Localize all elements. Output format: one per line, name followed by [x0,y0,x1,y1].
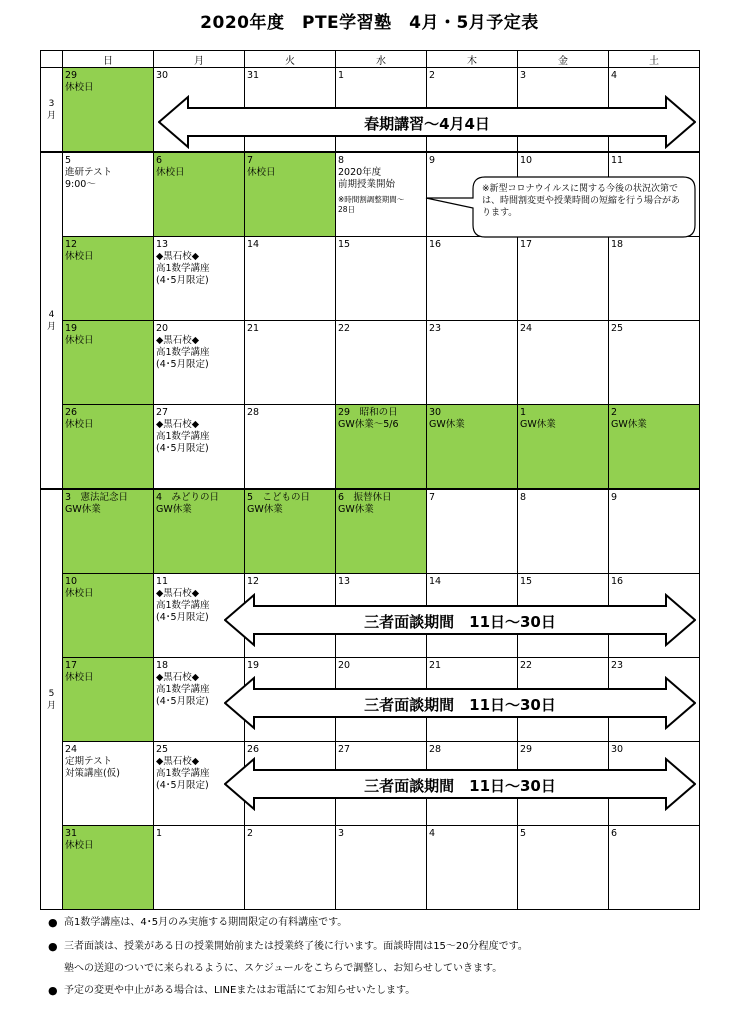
day-event-text: 定期テスト [65,756,113,767]
day-event-text: 高1数学講座 [156,768,210,779]
day-cell [154,405,245,490]
day-cell [336,405,427,490]
day-cell [518,405,609,490]
day-number: 2 [611,407,618,418]
day-cell [609,489,700,574]
note-item [48,985,728,997]
day-event-text: 休校日 [156,167,185,178]
day-event-text: (4･5月限定) [156,780,209,791]
bullet-icon: ● [48,940,58,953]
day-event-text: (4･5月限定) [156,359,209,370]
day-number: 1 [156,828,163,839]
day-cell [63,152,154,237]
day-number: 14 [429,576,442,587]
day-cell [245,489,336,574]
day-number: 8 [520,492,527,503]
day-cell [63,658,154,742]
day-event-text: ◆黒石校◆ [156,756,200,767]
day-cell [336,489,427,574]
day-number: 28 [429,744,442,755]
day-cell [336,237,427,321]
day-event-text: 休校日 [65,588,94,599]
day-event-text: GW休業 [65,504,101,515]
day-number: 2 [429,70,436,81]
day-number: 3 [338,828,345,839]
day-cell [245,826,336,910]
day-number: 26 [65,407,78,418]
interview-label-2: 三者面談期間 11日～30日 [364,696,556,714]
note-item [48,917,728,929]
day-number: 10 [65,576,78,587]
day-event-text: 休校日 [65,840,94,851]
day-number: 30 [156,70,169,81]
day-event-text: GW休業 [611,419,647,430]
day-number: 28 [247,407,260,418]
day-number: 13 [338,576,351,587]
week-row [41,237,700,321]
day-number: 18 [156,660,169,671]
day-event-text: 休校日 [65,251,94,262]
day-number: 22 [520,660,533,671]
day-number: 14 [247,239,260,250]
day-event-text: GW休業 [338,504,374,515]
note-continuation: 塾への送迎のついでに来られるように、スケジュールをこちらで調整し、お知らせしていきます。 [64,963,503,974]
day-event-text: ◆黒石校◆ [156,419,200,430]
day-number: 22 [338,323,351,334]
note-text: 三者面談は、授業がある日の授業開始前または授業終了後に行います。面談時間は15～20分程度です。 [64,941,528,952]
day-event-text: (4･5月限定) [156,696,209,707]
day-number: 15 [338,239,351,250]
day-event-text: GW休業 [156,504,192,515]
week-row [41,321,700,405]
day-number: 31 [247,70,260,81]
interview-label-3: 三者面談期間 11日～30日 [364,777,556,795]
day-number: 30 [611,744,624,755]
interview-label-1: 三者面談期間 11日～30日 [364,613,556,631]
day-event-text: GW休業 [247,504,283,515]
day-number: 29 昭和の日 [338,407,398,418]
day-cell [518,321,609,405]
weekday-header-row [41,51,700,68]
day-cell [427,237,518,321]
day-number: 30 [429,407,442,418]
day-number: 21 [247,323,260,334]
weekday-sat: 土 [609,51,700,68]
day-event-text: 高1数学講座 [156,600,210,611]
day-cell [245,405,336,490]
day-event-text: 進研テスト [65,167,113,178]
day-event-text: GW休業～5/6 [338,419,399,430]
day-number: 1 [520,407,527,418]
day-event-text: ◆黒石校◆ [156,335,200,346]
day-number: 25 [611,323,624,334]
day-event-text: 対策講座(仮) [65,768,120,779]
day-cell [154,489,245,574]
day-number: 7 [429,492,436,503]
day-number: 5 [520,828,527,839]
day-number: 25 [156,744,169,755]
bullet-icon: ● [48,916,58,929]
day-number: 4 みどりの日 [156,492,220,503]
day-number: 21 [429,660,442,671]
day-event-text: 2020年度 [338,167,382,178]
day-event-text: 休校日 [65,672,94,683]
day-number: 13 [156,239,169,250]
day-number: 1 [338,70,345,81]
day-number: 27 [338,744,351,755]
day-number: 8 [338,155,345,166]
day-event-text: GW休業 [520,419,556,430]
weekday-wed: 水 [336,51,427,68]
day-number: 24 [520,323,533,334]
day-cell [609,826,700,910]
day-cell [609,405,700,490]
day-cell [427,405,518,490]
day-event-text: (4･5月限定) [156,443,209,454]
day-cell [63,321,154,405]
spring-course-label: 春期講習～4月4日 [364,115,490,133]
day-cell [245,321,336,405]
day-number: 6 [611,828,618,839]
day-number: 24 [65,744,78,755]
day-event-text: 休校日 [247,167,276,178]
day-cell [336,152,427,237]
week-row [41,489,700,574]
day-number: 12 [247,576,260,587]
day-number: 31 [65,828,78,839]
weekday-tue: 火 [245,51,336,68]
day-cell [154,237,245,321]
day-number: 17 [520,239,533,250]
day-number: 6 [156,155,163,166]
day-event-text: ◆黒石校◆ [156,672,200,683]
day-cell [609,321,700,405]
day-event-text: 休校日 [65,82,94,93]
month-label-may: 5 月 [41,489,63,910]
day-cell [154,321,245,405]
day-cell [63,68,154,153]
day-small-note-line: ※時間割調整期間～ [338,195,405,204]
day-number: 4 [429,828,436,839]
day-number: 16 [611,576,624,587]
page-title: 2020年度 PTE学習塾 4月・5月予定表 [200,13,539,33]
day-cell [63,237,154,321]
day-event-text: GW休業 [429,419,465,430]
day-cell [609,237,700,321]
day-event-text: ◆黒石校◆ [156,588,200,599]
note-text: 高1数学講座は、4･5月のみ実施する期間限定の有料講座です。 [64,917,348,928]
note-item [48,941,728,953]
day-cell [245,237,336,321]
weekday-thu: 木 [427,51,518,68]
day-number: 11 [156,576,169,587]
day-number: 9 [611,492,618,503]
day-number: 7 [247,155,254,166]
day-event-text: (4･5月限定) [156,275,209,286]
day-cell [336,321,427,405]
month-label-mar: 3 月 [41,68,63,153]
day-event-text: 9:00～ [65,179,96,190]
day-event-text: 休校日 [65,335,94,346]
day-cell [518,237,609,321]
day-number: 19 [247,660,260,671]
day-number: 9 [429,155,436,166]
day-cell [63,405,154,490]
day-number: 26 [247,744,260,755]
weekday-mon: 月 [154,51,245,68]
week-row [41,826,700,910]
day-number: 5 こどもの日 [247,492,311,503]
day-cell [427,826,518,910]
day-number: 20 [338,660,351,671]
day-number: 3 [520,70,527,81]
day-cell [63,574,154,658]
day-small-note-line: 28日 [338,205,356,214]
day-number: 3 憲法記念日 [65,492,129,503]
covid-callout-text: ※新型コロナウイルスに関する今後の状況次第では、時間割変更や授業時間の短縮を行う場合があります。 [482,184,681,218]
day-cell [336,826,427,910]
day-event-text: ◆黒石校◆ [156,251,200,262]
day-cell [154,152,245,237]
day-number: 23 [611,660,624,671]
day-cell [518,826,609,910]
day-number: 2 [247,828,254,839]
day-number: 4 [611,70,618,81]
day-number: 16 [429,239,442,250]
month-label-apr: 4 月 [41,152,63,489]
weekday-fri: 金 [518,51,609,68]
day-number: 12 [65,239,78,250]
day-number: 19 [65,323,78,334]
day-number: 6 振替休日 [338,492,392,503]
day-cell [154,826,245,910]
day-cell [63,826,154,910]
day-number: 11 [611,155,624,166]
notes-section [48,917,728,1009]
day-number: 5 [65,155,72,166]
month-header-blank [41,51,63,68]
day-event-text: 高1数学講座 [156,684,210,695]
note-text: 予定の変更や中止がある場合は、LINEまたはお電話にてお知らせいたします。 [64,985,416,996]
day-cell [427,489,518,574]
day-number: 15 [520,576,533,587]
day-cell [518,489,609,574]
day-number: 23 [429,323,442,334]
day-number: 29 [65,70,78,81]
day-event-text: 高1数学講座 [156,431,210,442]
day-number: 18 [611,239,624,250]
day-number: 27 [156,407,169,418]
week-row [41,405,700,490]
weekday-sun: 日 [63,51,154,68]
day-cell [63,742,154,826]
day-event-text: 高1数学講座 [156,263,210,274]
day-event-text: 高1数学講座 [156,347,210,358]
day-cell [63,489,154,574]
day-event-text: (4･5月限定) [156,612,209,623]
day-event-text: 休校日 [65,419,94,430]
day-number: 10 [520,155,533,166]
day-small-note [338,195,424,215]
day-number: 17 [65,660,78,671]
bullet-icon: ● [48,984,58,997]
day-number: 29 [520,744,533,755]
day-event-text: 前期授業開始 [338,179,396,190]
day-cell [245,152,336,237]
day-number: 20 [156,323,169,334]
day-cell [427,321,518,405]
